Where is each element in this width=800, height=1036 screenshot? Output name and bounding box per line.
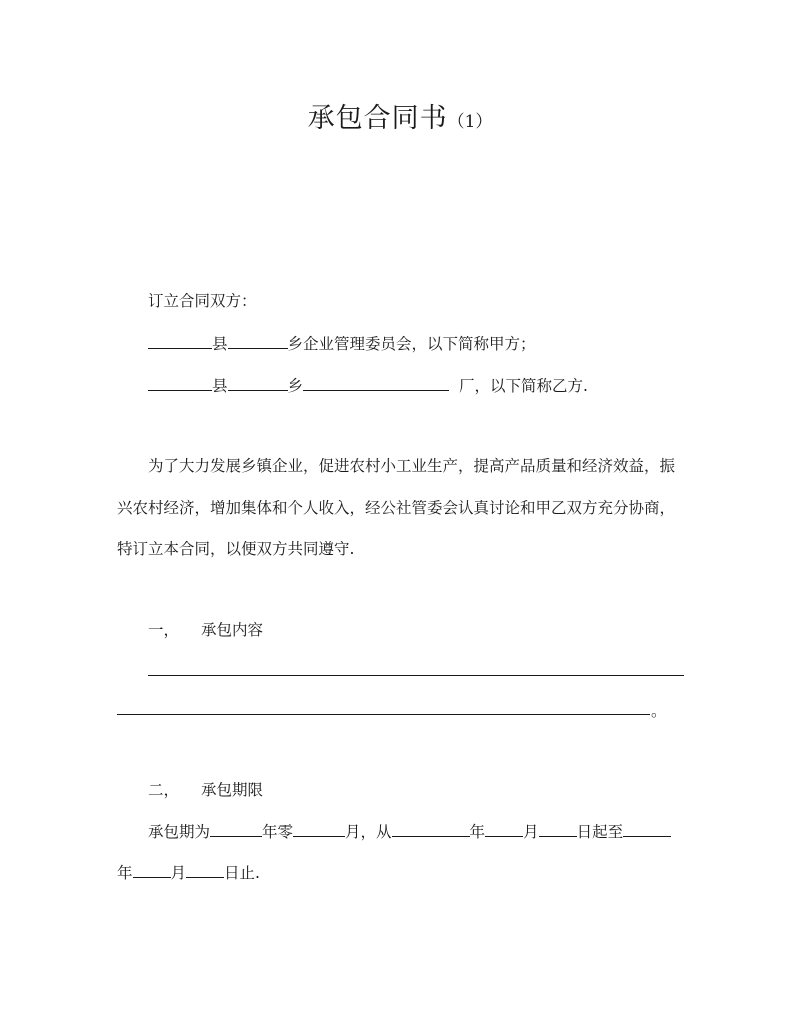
party-a-line [148,332,536,355]
start-year-blank [392,820,470,837]
preamble-line-1: 为了大力发展乡镇企业，促进农村小工业生产，提高产品质量和经济效益，振 [148,457,676,475]
term-prefix: 承包期为 [148,823,211,841]
title-main: 承包合同书 [307,103,448,134]
preamble-line-3: 特订立本合同，以便双方共同遵守. [117,540,355,558]
section-2-number: 二， [148,781,180,799]
day-end-label: 日止. [224,864,260,882]
month-label: 月 [523,823,539,841]
county-label: 县 [212,377,228,395]
party-b-line [148,374,588,397]
section-1-title: 承包内容 [201,621,264,639]
factory-blank [303,374,449,391]
start-month-blank [485,820,523,837]
content-end-mark: 。 [651,702,667,720]
township-blank [228,332,288,349]
party-a-text: 乡企业管理委员会，以下简称甲方； [287,335,536,353]
county-blank [148,374,212,391]
month-from-label: 月，从 [345,823,392,841]
section-2-heading [148,779,263,801]
document-title [0,96,800,135]
year-label: 年 [469,823,486,841]
section-1-number: 一， [148,621,180,639]
parties-heading: 订立合同双方： [148,292,257,310]
section-2-title: 承包期限 [201,781,264,799]
end-year-label: 年 [117,864,133,882]
end-month-blank [133,861,171,878]
county-label: 县 [212,335,228,353]
township-blank [228,374,288,391]
years-blank [210,820,262,837]
day-to-label: 日起至 [576,823,624,841]
party-b-text: 厂，以下简称乙方. [459,377,588,395]
township-label: 乡 [287,377,304,395]
title-number: （1） [447,112,493,132]
section-1-heading [148,619,263,641]
months-blank [293,820,345,837]
preamble-line-2: 兴农村经济，增加集体和个人收入，经公社管委会认真讨论和甲乙双方充分协商， [117,499,676,517]
year-zero-label: 年零 [262,823,294,841]
content-blank-line-2 [117,714,650,715]
end-day-blank [186,861,224,878]
content-blank-line-1 [148,675,684,676]
end-year-blank [623,820,671,837]
term-line-1 [148,820,671,843]
start-day-blank [539,820,577,837]
county-blank [148,332,212,349]
term-line-2 [117,861,260,884]
end-month-label: 月 [170,864,187,882]
